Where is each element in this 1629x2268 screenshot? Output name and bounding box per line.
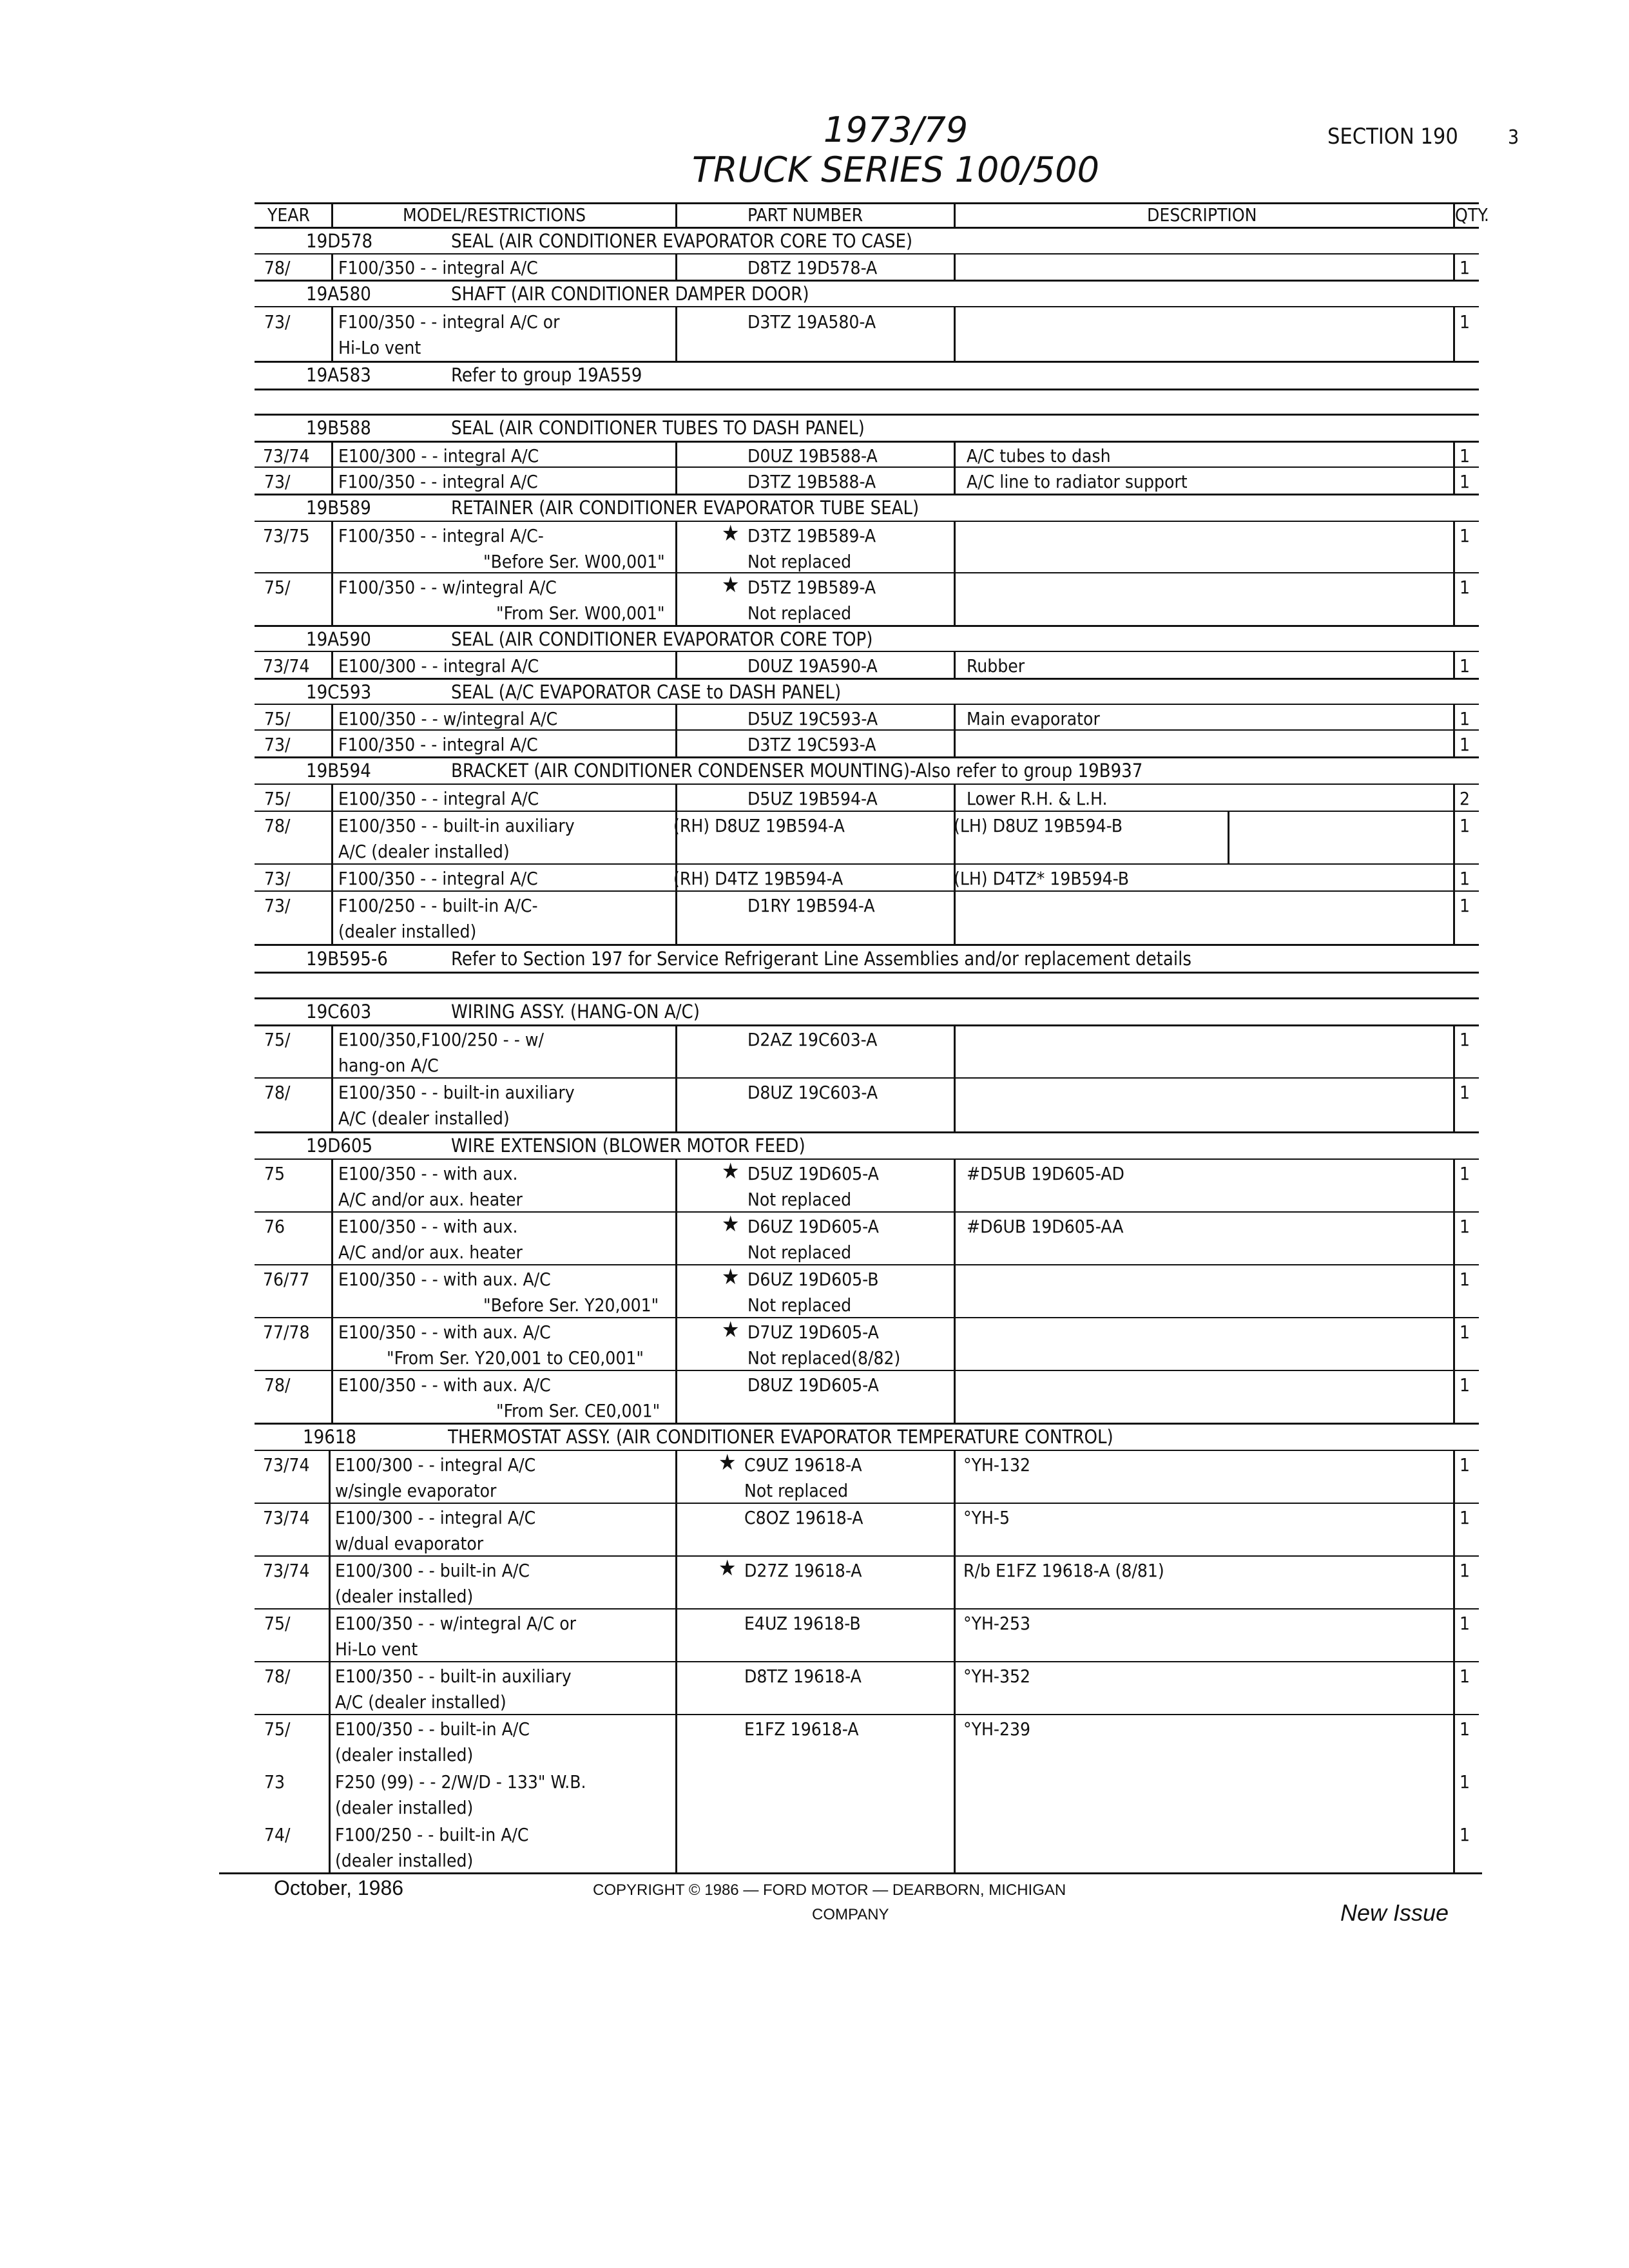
table-cell: D7UZ 19D605-A bbox=[747, 1321, 879, 1343]
group-heading: 19D578 bbox=[306, 230, 373, 252]
table-cell: #D6UB 19D605-AA bbox=[967, 1216, 1124, 1237]
table-cell: Not replaced bbox=[747, 1189, 852, 1210]
table-cell: w/dual evaporator bbox=[335, 1533, 484, 1554]
table-cell: 75/ bbox=[264, 577, 291, 598]
table-cell: E100/300 - - integral A/C bbox=[335, 1454, 536, 1475]
table-cell: 1 bbox=[1460, 1163, 1470, 1184]
table-cell: D8TZ 19D578-A bbox=[747, 257, 878, 278]
table-cell: E100/350 - - w/integral A/C or bbox=[335, 1613, 577, 1634]
table-cell: A/C (dealer installed) bbox=[335, 1691, 506, 1713]
table-cell: 73/74 bbox=[263, 655, 310, 677]
table-cell: 1 bbox=[1460, 471, 1470, 492]
table-cell: D2AZ 19C603-A bbox=[747, 1029, 878, 1050]
footer-date: October, 1986 bbox=[274, 1876, 404, 1899]
table-cell: D3TZ 19A580-A bbox=[747, 311, 876, 332]
table-cell: D5UZ 19C593-A bbox=[747, 708, 878, 729]
table-cell: Rubber bbox=[967, 655, 1025, 677]
table-cell: 1 bbox=[1460, 577, 1470, 598]
table-cell: 78/ bbox=[264, 815, 291, 836]
group-heading: 19B588 bbox=[306, 417, 371, 439]
star-icon: ★ bbox=[722, 1158, 740, 1184]
table-cell: 1 bbox=[1460, 311, 1470, 332]
col-year: YEAR bbox=[267, 204, 311, 226]
table-cell: E4UZ 19618-B bbox=[744, 1613, 861, 1634]
table-cell: (dealer installed) bbox=[335, 1797, 474, 1818]
table-cell: E100/350 - - with aux. A/C bbox=[338, 1321, 551, 1343]
footer-issue: New Issue bbox=[1340, 1899, 1449, 1926]
group-heading: WIRING ASSY. (HANG-ON A/C) bbox=[451, 1001, 700, 1023]
table-cell: 75/ bbox=[264, 788, 291, 809]
table-cell: E100/350 - - with aux. bbox=[338, 1163, 518, 1184]
table-cell: hang-on A/C bbox=[338, 1055, 439, 1076]
table-cell: E100/300 - - integral A/C bbox=[338, 445, 539, 466]
table-cell: Not replaced bbox=[747, 1242, 852, 1263]
table-cell: R/b E1FZ 19618-A (8/81) bbox=[963, 1560, 1164, 1581]
group-heading: 19C603 bbox=[306, 1001, 372, 1023]
table-cell: 1 bbox=[1460, 1824, 1470, 1845]
table-cell: 1 bbox=[1460, 734, 1470, 755]
star-icon: ★ bbox=[722, 572, 740, 598]
table-cell: F100/350 - - integral A/C bbox=[338, 734, 538, 755]
group-heading: 19D605 bbox=[306, 1135, 373, 1157]
table-cell: 1 bbox=[1460, 1507, 1470, 1528]
table-cell: D3TZ 19C593-A bbox=[747, 734, 876, 755]
group-heading: WIRE EXTENSION (BLOWER MOTOR FEED) bbox=[451, 1135, 805, 1157]
table-cell: 1 bbox=[1460, 1613, 1470, 1634]
table-cell: D6UZ 19D605-B bbox=[747, 1269, 879, 1290]
table-cell: #D5UB 19D605-AD bbox=[967, 1163, 1124, 1184]
table-cell: 2 bbox=[1460, 788, 1470, 809]
table-cell: D8UZ 19C603-A bbox=[747, 1082, 878, 1103]
table-cell: E100/350 - - integral A/C bbox=[338, 788, 539, 809]
table-cell: E100/350 - - built-in auxiliary bbox=[338, 815, 575, 836]
table-cell: D8TZ 19618-A bbox=[744, 1666, 862, 1687]
table-cell: (LH) D4TZ* 19B594-B bbox=[954, 868, 1130, 889]
footer-copyright: COPYRIGHT © 1986 — FORD MOTOR — DEARBORN, MICHIGAN bbox=[593, 1881, 1066, 1899]
col-desc: DESCRIPTION bbox=[1147, 204, 1257, 226]
table-cell: E100/350 - - with aux. A/C bbox=[338, 1269, 551, 1290]
group-heading: SEAL (A/C EVAPORATOR CASE to DASH PANEL) bbox=[451, 681, 842, 703]
table-cell: 73/ bbox=[264, 868, 291, 889]
table-cell: 1 bbox=[1460, 525, 1470, 546]
group-heading: 19618 bbox=[303, 1426, 356, 1448]
group-heading: 19B595-6 bbox=[306, 948, 388, 970]
table-cell: (LH) D8UZ 19B594-B bbox=[954, 815, 1123, 836]
group-heading: 19A590 bbox=[306, 628, 371, 650]
table-cell: 1 bbox=[1460, 1216, 1470, 1237]
table-cell: F100/250 - - built-in A/C bbox=[335, 1824, 529, 1845]
table-cell: 78/ bbox=[264, 257, 291, 278]
table-cell: "From Ser. CE0,001" bbox=[496, 1400, 660, 1421]
group-heading: Refer to group 19A559 bbox=[451, 364, 642, 386]
table-cell: "From Ser. Y20,001 to CE0,001" bbox=[387, 1347, 644, 1369]
table-cell: E100/350 - - built-in auxiliary bbox=[338, 1082, 575, 1103]
table-cell: 1 bbox=[1460, 1771, 1470, 1792]
group-heading: SEAL (AIR CONDITIONER EVAPORATOR CORE TO CASE) bbox=[451, 230, 913, 252]
table-cell: D0UZ 19B588-A bbox=[747, 445, 878, 466]
table-cell: (dealer installed) bbox=[335, 1744, 474, 1765]
table-cell: D3TZ 19B589-A bbox=[747, 525, 876, 546]
table-cell: A/C tubes to dash bbox=[967, 445, 1111, 466]
table-cell: (RH) D8UZ 19B594-A bbox=[673, 815, 845, 836]
group-heading: 19B594 bbox=[306, 760, 371, 782]
table-cell: C9UZ 19618-A bbox=[744, 1454, 862, 1475]
table-cell: 76 bbox=[264, 1216, 285, 1237]
table-cell: E100/300 - - built-in A/C bbox=[335, 1560, 530, 1581]
table-cell: A/C (dealer installed) bbox=[338, 841, 510, 862]
table-cell: Main evaporator bbox=[967, 708, 1100, 729]
page-series: TRUCK SERIES 100/500 bbox=[691, 149, 1100, 190]
col-model: MODEL/RESTRICTIONS bbox=[403, 204, 586, 226]
table-cell: E100/350 - - built-in A/C bbox=[335, 1718, 530, 1740]
table-cell: 73/ bbox=[264, 471, 291, 492]
table-cell: F100/350 - - integral A/C bbox=[338, 471, 538, 492]
table-cell: 73/74 bbox=[263, 1454, 310, 1475]
table-cell: (RH) D4TZ 19B594-A bbox=[673, 868, 843, 889]
table-cell: D0UZ 19A590-A bbox=[747, 655, 878, 677]
table-cell: °YH-132 bbox=[963, 1454, 1031, 1475]
table-cell: F250 (99) - - 2/W/D - 133" W.B. bbox=[335, 1771, 586, 1792]
table-cell: 73/74 bbox=[263, 445, 310, 466]
table-cell: 78/ bbox=[264, 1666, 291, 1687]
table-cell: D5UZ 19B594-A bbox=[747, 788, 878, 809]
col-qty: QTY. bbox=[1455, 204, 1489, 226]
table-cell: Not replaced(8/82) bbox=[747, 1347, 901, 1369]
table-cell: 74/ bbox=[264, 1824, 291, 1845]
table-cell: F100/350 - - integral A/C- bbox=[338, 525, 544, 546]
page-number: 3 bbox=[1508, 126, 1519, 149]
table-cell: (dealer installed) bbox=[335, 1850, 474, 1871]
table-cell: 1 bbox=[1460, 257, 1470, 278]
col-part: PART NUMBER bbox=[747, 204, 863, 226]
table-cell: F100/350 - - integral A/C bbox=[338, 257, 538, 278]
star-icon: ★ bbox=[722, 1317, 740, 1343]
group-heading: SEAL (AIR CONDITIONER TUBES TO DASH PANEL) bbox=[451, 417, 865, 439]
table-cell: 73/ bbox=[264, 311, 291, 332]
table-cell: E100/300 - - integral A/C bbox=[338, 655, 539, 677]
table-cell: Lower R.H. & L.H. bbox=[967, 788, 1108, 809]
table-cell: 77/78 bbox=[263, 1321, 310, 1343]
table-cell: Not replaced bbox=[747, 602, 852, 624]
table-cell: A/C and/or aux. heater bbox=[338, 1189, 523, 1210]
table-cell: E100/350,F100/250 - - w/ bbox=[338, 1029, 544, 1050]
table-cell: Hi-Lo vent bbox=[338, 337, 421, 358]
table-cell: 73/74 bbox=[263, 1507, 310, 1528]
table-cell: E100/350 - - w/integral A/C bbox=[338, 708, 558, 729]
star-icon: ★ bbox=[718, 1555, 737, 1581]
table-cell: 73/ bbox=[264, 734, 291, 755]
group-heading: THERMOSTAT ASSY. (AIR CONDITIONER EVAPORATOR TEMPERATURE CONTROL) bbox=[448, 1426, 1113, 1448]
table-cell: D5UZ 19D605-A bbox=[747, 1163, 879, 1184]
section-label: SECTION 190 bbox=[1327, 124, 1458, 149]
star-icon: ★ bbox=[722, 521, 740, 546]
table-cell: A/C and/or aux. heater bbox=[338, 1242, 523, 1263]
table-cell: F100/350 - - integral A/C bbox=[338, 868, 538, 889]
table-cell: 75/ bbox=[264, 1029, 291, 1050]
table-cell: 1 bbox=[1460, 655, 1470, 677]
table-cell: 73 bbox=[264, 1771, 285, 1792]
table-cell: E100/350 - - with aux. bbox=[338, 1216, 518, 1237]
group-heading: 19B589 bbox=[306, 497, 371, 519]
table-cell: (dealer installed) bbox=[338, 921, 477, 942]
table-cell: 1 bbox=[1460, 1082, 1470, 1103]
footer-company: COMPANY bbox=[812, 1906, 889, 1923]
table-cell: E100/300 - - integral A/C bbox=[335, 1507, 536, 1528]
group-heading: SEAL (AIR CONDITIONER EVAPORATOR CORE TOP) bbox=[451, 628, 873, 650]
table-cell: 1 bbox=[1460, 868, 1470, 889]
group-heading: Refer to Section 197 for Service Refrigerant Line Assemblies and/or replacement details bbox=[451, 948, 1191, 970]
table-cell: °YH-352 bbox=[963, 1666, 1031, 1687]
group-heading: SHAFT (AIR CONDITIONER DAMPER DOOR) bbox=[451, 283, 809, 305]
table-cell: E100/350 - - with aux. A/C bbox=[338, 1374, 551, 1396]
table-cell: 75/ bbox=[264, 1718, 291, 1740]
table-cell: 1 bbox=[1460, 895, 1470, 916]
table-cell: E100/350 - - built-in auxiliary bbox=[335, 1666, 572, 1687]
table-cell: D6UZ 19D605-A bbox=[747, 1216, 879, 1237]
table-cell: 76/77 bbox=[263, 1269, 310, 1290]
table-cell: 78/ bbox=[264, 1374, 291, 1396]
table-cell: D5TZ 19B589-A bbox=[747, 577, 876, 598]
table-cell: 75/ bbox=[264, 1613, 291, 1634]
group-heading: 19C593 bbox=[306, 681, 372, 703]
table-cell: 1 bbox=[1460, 1454, 1470, 1475]
table-cell: 1 bbox=[1460, 1718, 1470, 1740]
table-cell: 1 bbox=[1460, 708, 1470, 729]
table-cell: w/single evaporator bbox=[335, 1480, 497, 1501]
table-cell: D1RY 19B594-A bbox=[747, 895, 875, 916]
table-cell: C8OZ 19618-A bbox=[744, 1507, 863, 1528]
table-cell: "Before Ser. Y20,001" bbox=[483, 1294, 659, 1316]
table-cell: 1 bbox=[1460, 1321, 1470, 1343]
table-cell: 1 bbox=[1460, 445, 1470, 466]
table-cell: F100/250 - - built-in A/C- bbox=[338, 895, 538, 916]
group-heading: BRACKET (AIR CONDITIONER CONDENSER MOUNTING)-Also refer to group 19B937 bbox=[451, 760, 1143, 782]
table-cell: (dealer installed) bbox=[335, 1586, 474, 1607]
table-cell: 1 bbox=[1460, 1560, 1470, 1581]
table-cell: 75/ bbox=[264, 708, 291, 729]
table-cell: °YH-239 bbox=[963, 1718, 1031, 1740]
table-cell: Not replaced bbox=[747, 551, 852, 572]
table-cell: Hi-Lo vent bbox=[335, 1639, 418, 1660]
table-cell: D27Z 19618-A bbox=[744, 1560, 862, 1581]
table-cell: "Before Ser. W00,001" bbox=[483, 551, 665, 572]
group-heading: 19A583 bbox=[306, 364, 371, 386]
table-cell: Not replaced bbox=[747, 1294, 852, 1316]
table-cell: °YH-5 bbox=[963, 1507, 1010, 1528]
table-cell: 73/74 bbox=[263, 1560, 310, 1581]
table-cell: 1 bbox=[1460, 1666, 1470, 1687]
group-heading: RETAINER (AIR CONDITIONER EVAPORATOR TUBE SEAL) bbox=[451, 497, 920, 519]
table-cell: 1 bbox=[1460, 1269, 1470, 1290]
table-cell: D3TZ 19B588-A bbox=[747, 471, 876, 492]
page-years: 1973/79 bbox=[823, 110, 969, 150]
table-cell: °YH-253 bbox=[963, 1613, 1031, 1634]
table-cell: F100/350 - - w/integral A/C bbox=[338, 577, 557, 598]
group-heading: 19A580 bbox=[306, 283, 371, 305]
table-cell: 1 bbox=[1460, 1029, 1470, 1050]
table-cell: E1FZ 19618-A bbox=[744, 1718, 859, 1740]
table-cell: 75 bbox=[264, 1163, 285, 1184]
table-cell: 1 bbox=[1460, 1374, 1470, 1396]
table-cell: 73/75 bbox=[263, 525, 310, 546]
star-icon: ★ bbox=[722, 1264, 740, 1290]
star-icon: ★ bbox=[718, 1450, 737, 1475]
table-cell: "From Ser. W00,001" bbox=[496, 602, 665, 624]
table-cell: Not replaced bbox=[744, 1480, 849, 1501]
table-cell: 78/ bbox=[264, 1082, 291, 1103]
table-cell: 1 bbox=[1460, 815, 1470, 836]
table-cell: A/C line to radiator support bbox=[967, 471, 1188, 492]
table-cell: F100/350 - - integral A/C or bbox=[338, 311, 560, 332]
table-cell: 73/ bbox=[264, 895, 291, 916]
table-cell: D8UZ 19D605-A bbox=[747, 1374, 879, 1396]
star-icon: ★ bbox=[722, 1211, 740, 1237]
table-cell: A/C (dealer installed) bbox=[338, 1108, 510, 1129]
